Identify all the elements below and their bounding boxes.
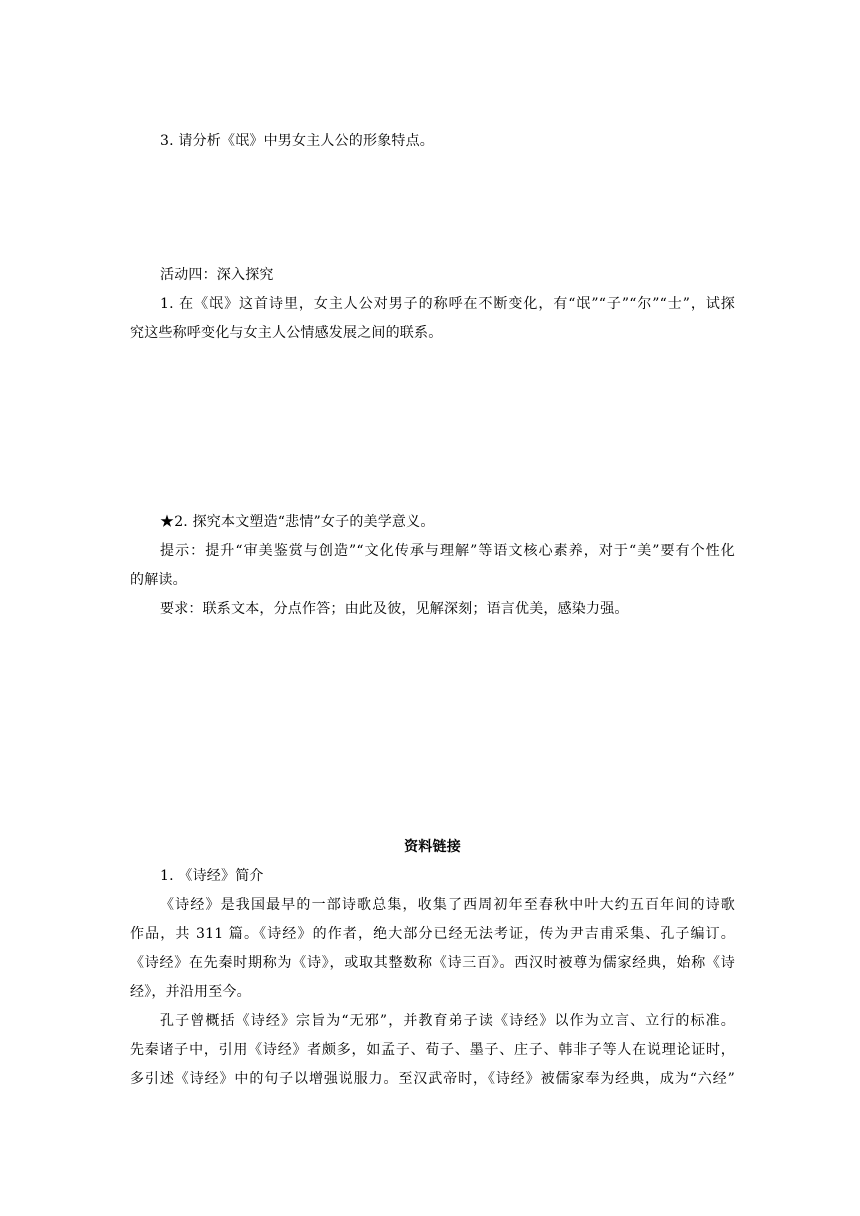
activity-4-question-1-line-1: 1. 在《氓》这首诗里，女主人公对男子的称呼在不断变化，有“氓”“子”“尔”“士”，试探: [160, 296, 735, 312]
paragraph-1-line: 《诗经》是我国最早的一部诗歌总集，收集了西周初年至春秋中叶大约五百年间的诗歌: [160, 897, 735, 913]
paragraph-1-line: 作品，共 311 篇。《诗经》的作者，绝大部分已经无法考证，传为尹吉甫采集、孔子编订。: [130, 926, 735, 942]
requirement-text: 要求：联系文本，分点作答；由此及彼，见解深刻；语言优美，感染力强。: [160, 601, 629, 617]
activity-4-heading: 活动四：深入探究: [160, 267, 274, 283]
activity-4-question-2: ★2. 探究本文塑造“悲情”女子的美学意义。: [160, 514, 435, 530]
paragraph-2-line: 多引述《诗经》中的句子以增强说服力。至汉武帝时，《诗经》被儒家奉为经典，成为“六经”: [130, 1071, 735, 1087]
hint-line-2: 的解读。: [130, 572, 187, 588]
paragraph-1-line: 经》，并沿用至今。: [130, 984, 251, 1000]
resource-item-1-title: 1. 《诗经》简介: [160, 868, 264, 884]
paragraph-1-line: 《诗经》在先秦时期称为《诗》，或取其整数称《诗三百》。西汉时被尊为儒家经典，始称《诗: [130, 955, 735, 971]
paragraph-2-line: 先秦诸子中，引用《诗经》者颇多，如孟子、荀子、墨子、庄子、韩非子等人在说理论证时，: [130, 1042, 735, 1058]
question-3: 3. 请分析《氓》中男女主人公的形象特点。: [160, 133, 435, 149]
hint-line-1: 提示：提升“审美鉴赏与创造”“文化传承与理解”等语文核心素养，对于“美”要有个性化: [160, 543, 735, 559]
paragraph-2-line: 孔子曾概括《诗经》宗旨为“无邪”，并教育弟子读《诗经》以作为立言、立行的标准。: [160, 1013, 735, 1029]
resources-title: 资料链接: [404, 839, 461, 855]
activity-4-question-1-line-2: 究这些称呼变化与女主人公情感发展之间的联系。: [130, 325, 443, 341]
